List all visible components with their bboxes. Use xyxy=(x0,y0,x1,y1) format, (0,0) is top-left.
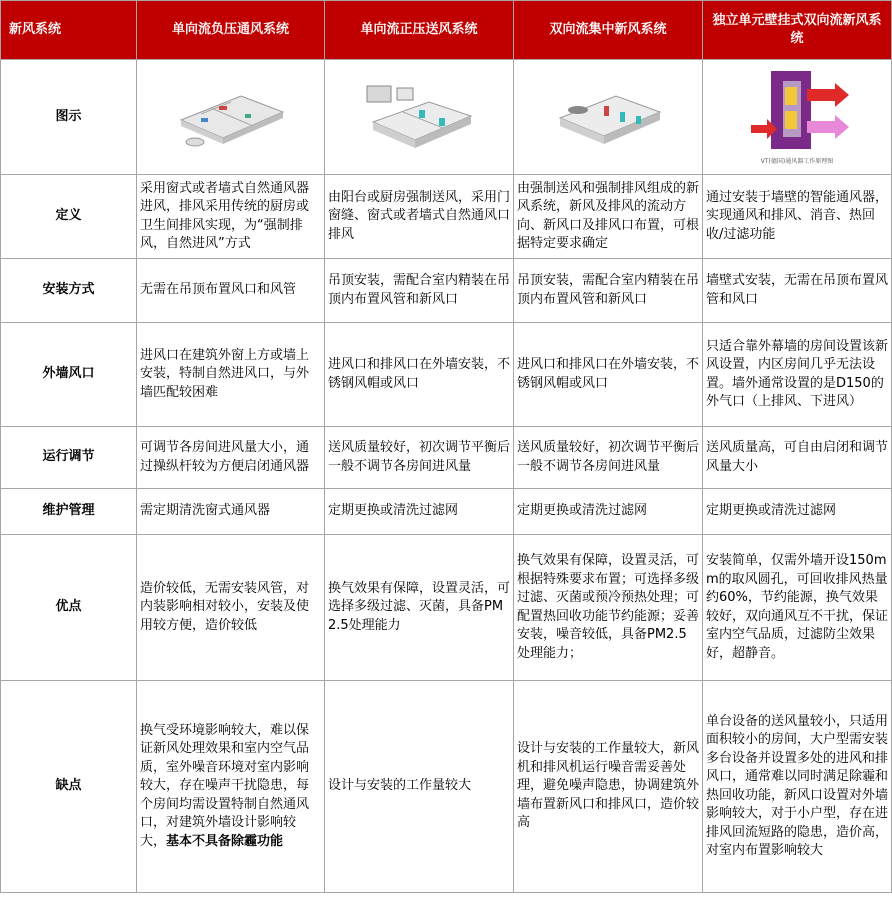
cons-negative-text: 换气受环境影响较大，难以保证新风处理效果和室内空气品质，室外噪音环境对室内影响较大，存在噪声干扰隐患，每个房间均需设置特制自然通风口，对建筑外墙设计影响较大， xyxy=(140,722,310,849)
label-definition: 定义 xyxy=(1,175,137,259)
definition-negative: 采用窗式或者墙式自然通风器进风，排风采用传统的厨房或卫生间排风实现，为“强制排风，自然进风”方式 xyxy=(137,175,325,259)
wall-unit-diagram xyxy=(737,67,857,167)
operation-wall-unit: 送风质量高，可自由启闭和调节风量大小 xyxy=(703,427,892,489)
illustration-wall-unit xyxy=(703,60,892,175)
install-positive: 吊顶安装，需配合室内精装在吊顶内布置风管和新风口 xyxy=(325,259,514,323)
install-wall-unit: 墙壁式安装，无需在吊顶布置风管和风口 xyxy=(703,259,892,323)
row-definition xyxy=(1,175,892,259)
header-system: 新风系统 xyxy=(1,1,137,60)
outlet-positive: 进风口和排风口在外墙安装，不锈钢风帽或风口 xyxy=(325,323,514,427)
header-wall-mounted: 独立单元壁挂式双向流新风系统 xyxy=(703,1,892,60)
operation-bidirectional: 送风质量较好，初次调节平衡后一般不调节各房间进风量 xyxy=(514,427,703,489)
illustration-positive xyxy=(325,60,514,175)
row-pros xyxy=(1,535,892,681)
pros-wall-unit: 安装简单，仅需外墙开设150mm的取风圆孔，可回收排风热量约60%，节约能源，换气效果较好，双向通风互不干扰，保证室内空气品质，过滤防尘效果好，超静音。 xyxy=(703,535,892,681)
install-bidirectional: 吊顶安装，需配合室内精装在吊顶内布置风管和新风口 xyxy=(514,259,703,323)
header-negative-pressure: 单向流负压通风系统 xyxy=(137,1,325,60)
label-operation: 运行调节 xyxy=(1,427,137,489)
pros-positive: 换气效果有保障，设置灵活，可选择多级过滤、灭菌，具备PM2.5处理能力 xyxy=(325,535,514,681)
install-negative: 无需在吊顶布置风口和风管 xyxy=(137,259,325,323)
pros-negative: 造价较低，无需安装风管，对内装影响相对较小，安装及使用较方便，造价较低 xyxy=(137,535,325,681)
illustration-bidirectional xyxy=(514,60,703,175)
operation-positive: 送风质量较好，初次调节平衡后一般不调节各房间进风量 xyxy=(325,427,514,489)
row-operation xyxy=(1,427,892,489)
cons-negative xyxy=(137,681,325,893)
operation-negative: 可调节各房间进风量大小，通过操纵杆较为方便启闭通风器 xyxy=(137,427,325,489)
maintenance-bidirectional: 定期更换或清洗过滤网 xyxy=(514,489,703,535)
cons-positive: 设计与安装的工作量较大 xyxy=(325,681,514,893)
cons-negative-bold: 基本不具备除霾功能 xyxy=(166,833,284,849)
floorplan-illustration-2 xyxy=(359,80,479,155)
cons-wall-unit: 单台设备的送风量较小，只适用面积较小的房间，大户型需安装多台设备并设置多处的进风和排风口，通常难以同时满足除霾和热回收功能，新风口设置对外墙影响较大，对于小户型，存在进排风回流短路的隐患，造价高，对室内布置影响较大 xyxy=(703,681,892,893)
definition-positive: 由阳台或厨房强制送风，采用门窗缝、窗式或者墙式自然通风口排风 xyxy=(325,175,514,259)
outlet-bidirectional: 进风口和排风口在外墙安装，不锈钢风帽或风口 xyxy=(514,323,703,427)
maintenance-wall-unit: 定期更换或清洗过滤网 xyxy=(703,489,892,535)
label-illustration: 图示 xyxy=(1,60,137,175)
label-maintenance: 维护管理 xyxy=(1,489,137,535)
header-bidirectional-central: 双向流集中新风系统 xyxy=(514,1,703,60)
outlet-negative: 进风口在建筑外窗上方或墙上安装，特制自然进风口，与外墙匹配较困难 xyxy=(137,323,325,427)
label-cons: 缺点 xyxy=(1,681,137,893)
row-maintenance xyxy=(1,489,892,535)
pros-bidirectional: 换气效果有保障，设置灵活，可根据特殊要求布置；可选择多级过滤、灭菌或预冷预热处理；可配置热回收功能节约能源；妥善安装，噪音较低，具备PM2.5处理能力； xyxy=(514,535,703,681)
floorplan-illustration-1 xyxy=(171,82,291,152)
maintenance-negative: 需定期清洗窗式通风器 xyxy=(137,489,325,535)
row-cons xyxy=(1,681,892,893)
floorplan-illustration-3 xyxy=(548,82,668,152)
cons-bidirectional: 设计与安装的工作量较大，新风机和排风机运行噪音需妥善处理，避免噪声隐患，协调建筑外墙布置新风口和排风口，造价较高 xyxy=(514,681,703,893)
definition-bidirectional: 由强制送风和强制排风组成的新风系统，新风及排风的流动方向、新风口及排风口布置，可根据特定要求确定 xyxy=(514,175,703,259)
label-pros: 优点 xyxy=(1,535,137,681)
row-illustration xyxy=(1,60,892,175)
row-outlet xyxy=(1,323,892,427)
label-outlet: 外墙风口 xyxy=(1,323,137,427)
row-install xyxy=(1,259,892,323)
outlet-wall-unit: 只适合靠外幕墙的房间设置该新风设置，内区房间几乎无法设置。墙外通常设置的是D150的外气口（上排风、下进风） xyxy=(703,323,892,427)
illustration-negative xyxy=(137,60,325,175)
header-row xyxy=(1,1,892,60)
definition-wall-unit: 通过安装于墙壁的智能通风器，实现通风和排风、消音、热回收/过滤功能 xyxy=(703,175,892,259)
label-install: 安装方式 xyxy=(1,259,137,323)
header-positive-pressure: 单向流正压送风系统 xyxy=(325,1,514,60)
maintenance-positive: 定期更换或清洗过滤网 xyxy=(325,489,514,535)
illustration-caption: VT(德国)通风器工作原理图 xyxy=(760,158,834,165)
